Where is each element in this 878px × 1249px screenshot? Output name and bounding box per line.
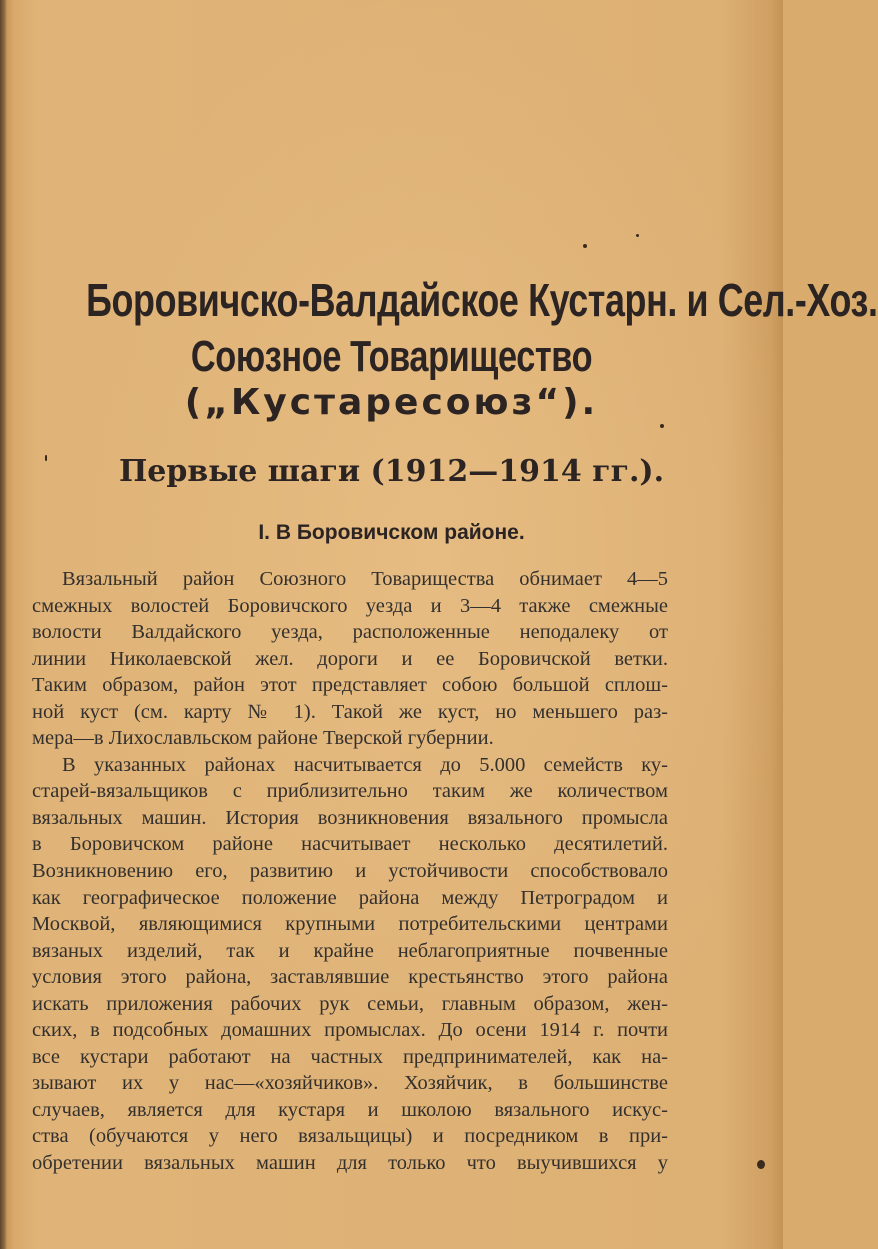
- title-line-1: Боровичско-Валдайское Кустарн. и Сел.-Хоз.: [86, 274, 878, 326]
- document-title: [0, 270, 878, 386]
- body-line: вязальных машин. История возникновения вязального промысла: [32, 806, 668, 829]
- body-line: Москвой, являющимися крупными потребительскими центрами: [32, 913, 668, 936]
- body-line: в Боровичском районе насчитывает несколько десятилетий.: [32, 833, 668, 856]
- body-line: обретении вязальных машин для только что выучившихся у: [32, 1152, 668, 1175]
- body-line: ной куст (см. карту № 1). Такой же куст, но меньшего раз-: [32, 700, 668, 723]
- body-line: Возникновению его, развитию и устойчивости способствовало: [32, 860, 668, 883]
- scan-speck: [636, 234, 639, 237]
- body-line: мера—в Лихославльском районе Тверской губернии.: [32, 727, 494, 750]
- body-line: смежных волостей Боровичского уезда и 3—4 также смежные: [32, 594, 668, 617]
- scan-speck: [757, 1160, 765, 1169]
- body-line: старей-вязальщиков с приблизительно таким же количеством: [32, 780, 668, 803]
- section-title: Первые шаги (1912—1914 гг.).: [118, 454, 665, 489]
- body-line: В указанных районах насчитывается до 5.000 семейств ку-: [62, 753, 668, 776]
- body-line: Таким образом, район этот представляет собою большой сплош-: [32, 674, 668, 697]
- body-line: искать приложения рабочих рук семьи, главным образом, жен-: [32, 992, 668, 1015]
- body-line: случаев, является для кустаря и школою вязального искус-: [32, 1098, 668, 1121]
- body-line: волости Валдайского уезда, расположенные неподалеку от: [32, 621, 668, 644]
- body-line: все кустари работают на частных предпринимателей, как на-: [32, 1045, 668, 1068]
- body-line: как географическое положение района между Петроградом и: [32, 886, 668, 909]
- body-line: ства (обучаются у него вязальщицы) и посредником в при-: [32, 1125, 668, 1148]
- body-line: Вязальный район Союзного Товарищества обнимает 4—5: [62, 568, 668, 590]
- body-line: линии Николаевской жел. дороги и ее Боровичской ветки.: [32, 647, 668, 670]
- scan-speck: [583, 244, 587, 248]
- body-line: вязаных изделий, так и крайне неблагоприятные почвенные: [32, 939, 668, 962]
- title-line-2: Союзное Товарищество: [190, 332, 593, 381]
- body-text: [32, 566, 668, 1177]
- scan-speck: [660, 424, 664, 428]
- brand-name: („Кустаресоюз“).: [184, 382, 599, 423]
- page-binding-edge: [0, 0, 7, 1249]
- sub-heading: I. В Боровичском районе.: [258, 521, 525, 544]
- body-line: ских, в подсобных домашних промыслах. До осени 1914 г. почти: [32, 1019, 668, 1042]
- body-line: условия этого района, заставлявшие крестьянство этого района: [32, 966, 668, 989]
- body-line: зывают их у нас—«хозяйчиков». Хозяйчик, в большинстве: [32, 1072, 668, 1095]
